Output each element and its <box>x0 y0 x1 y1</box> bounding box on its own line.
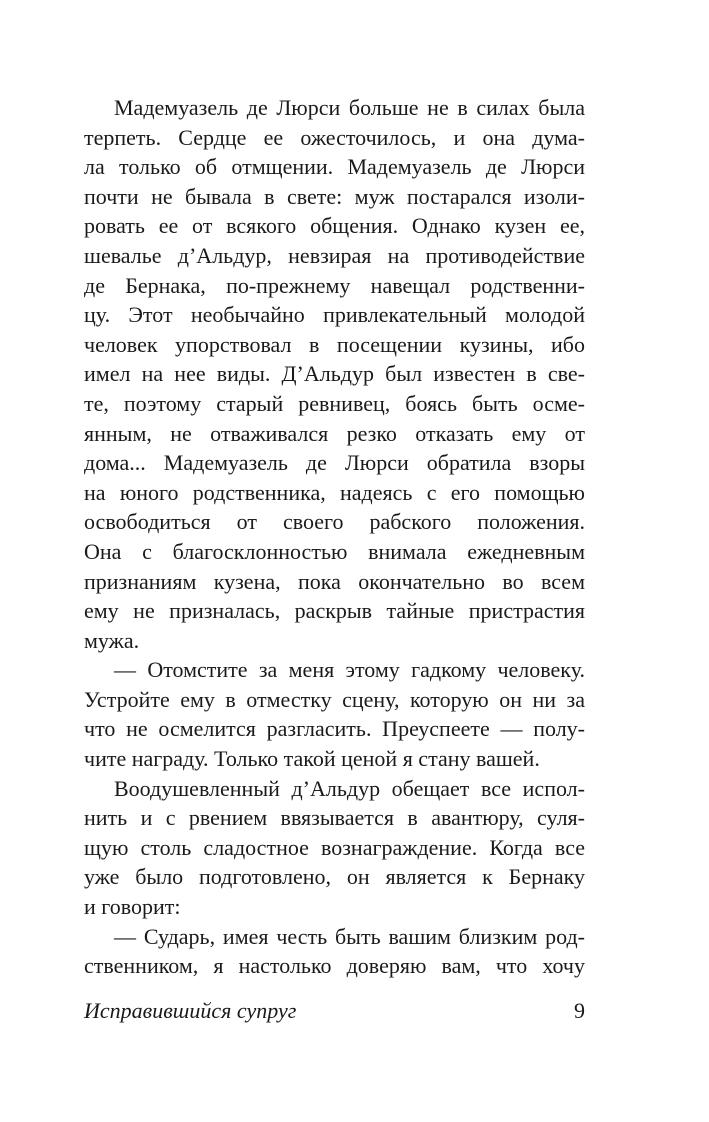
text-line: щую столь сладостное вознаграждение. Когда все <box>84 834 585 860</box>
text-line: терпеть. Сердце ее ожесточилось, и она дума- <box>84 124 585 150</box>
text-line: ственником, я настолько доверяю вам, что хочу <box>84 953 585 979</box>
text-line: шевалье д’Альдур, невзирая на противодействие <box>84 242 585 268</box>
text-line: чите награду. Только такой ценой я стану вашей. <box>84 746 540 772</box>
text-line: ла только об отмщении. Мадемуазель де Люрси <box>84 154 585 180</box>
text-line: что не осмелится разгласить. Преуспеете — полу- <box>84 716 585 742</box>
page-body <box>84 93 585 981</box>
text-line: Она с благосклонностью внимала ежедневным <box>84 538 585 564</box>
text-line: на юного родственника, надеясь с его помощью <box>84 479 585 505</box>
text-line: имел на нее виды. Д’Альдур был известен в све- <box>84 361 585 387</box>
text-line: и говорит: <box>84 894 181 920</box>
text-line: цу. Этот необычайно привлекательный молодой <box>84 302 585 328</box>
text-line: нить и с рвением ввязывается в авантюру, суля- <box>84 805 585 831</box>
text-line: ему не призналась, раскрыв тайные пристрастия <box>84 598 585 624</box>
text-line: признаниям кузена, пока окончательно во всем <box>84 568 585 594</box>
text-line: человек упорствовал в посещении кузины, ибо <box>84 331 585 357</box>
paragraph-2 <box>84 655 585 773</box>
text-line: ровать ее от всякого общения. Однако кузен ее, <box>84 213 585 239</box>
paragraph-4 <box>84 922 585 981</box>
page-number: 9 <box>574 998 585 1023</box>
text-line: Мадемуазель де Люрси больше не в силах была <box>114 95 585 120</box>
text-line: — Отомстите за меня этому гадкому человеку. <box>114 657 585 683</box>
text-line: де Бернака, по-прежнему навещал родственни- <box>84 272 585 298</box>
text-line: — Сударь, имея честь быть вашим близким род- <box>114 923 585 949</box>
text-line: Устройте ему в отместку сцену, которую он ни за <box>84 686 585 712</box>
text-line: Воодушевленный д’Альдур обещает все испол- <box>114 775 585 801</box>
text-line: почти не бывала в свете: муж постарался изоли- <box>84 183 585 209</box>
text-line: уже было подготовлено, он является к Бернаку <box>84 864 585 890</box>
text-line: янным, не отваживался резко отказать ему от <box>84 420 585 446</box>
text-line: освободиться от своего рабского положения. <box>84 509 585 535</box>
page-footer <box>84 996 585 1026</box>
paragraph-1 <box>84 93 585 655</box>
running-title: Исправившийся супруг <box>84 998 297 1023</box>
paragraph-3 <box>84 774 585 922</box>
text-line: мужа. <box>84 627 140 653</box>
text-line: дома... Мадемуазель де Люрси обратила взоры <box>84 450 585 476</box>
text-line: те, поэтому старый ревнивец, боясь быть осме- <box>84 390 585 416</box>
